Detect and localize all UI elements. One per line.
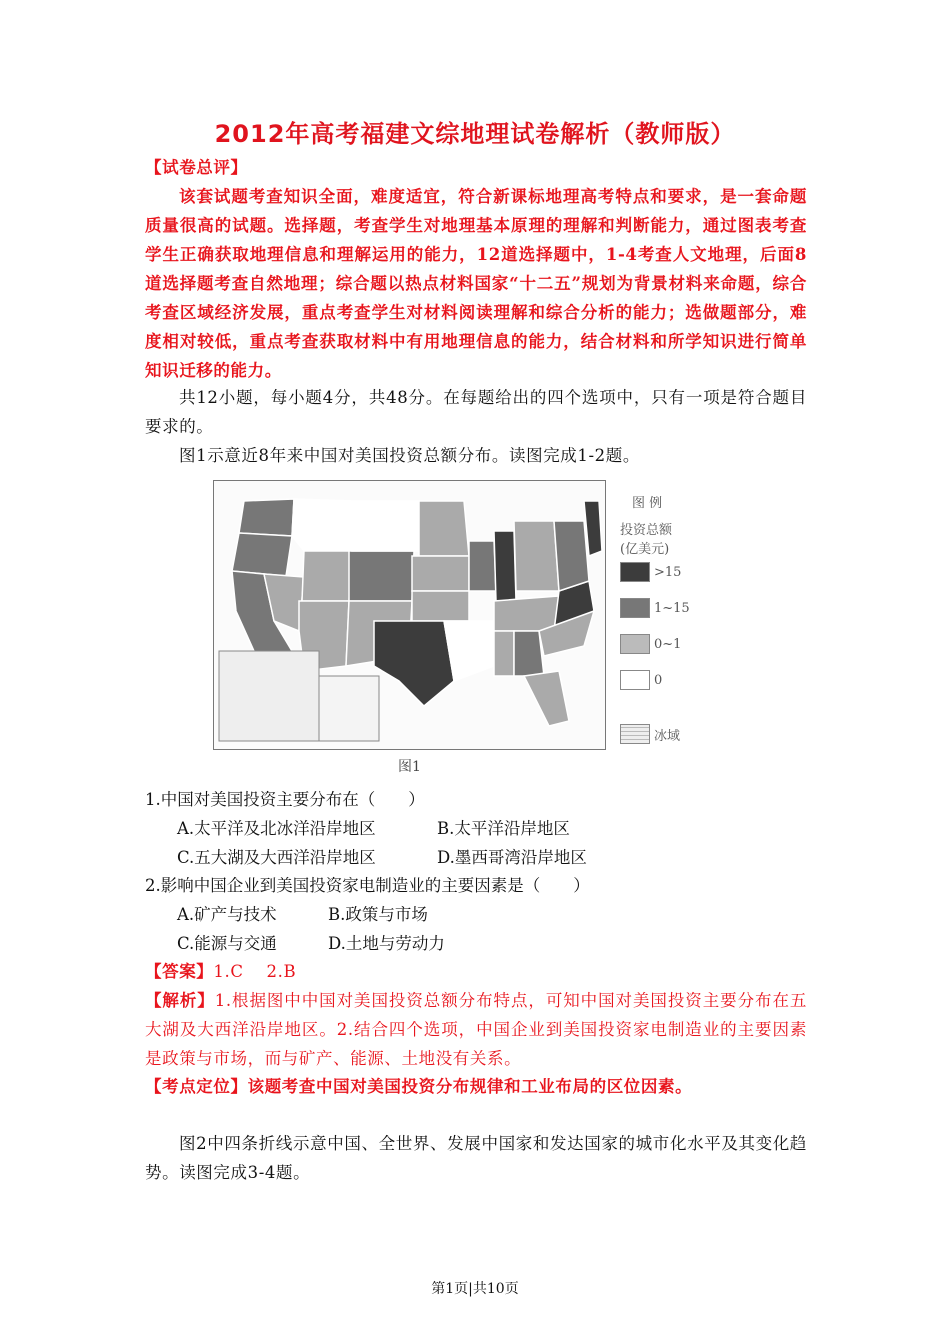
map-region-mn — [419, 501, 469, 556]
map-region-wa — [239, 499, 294, 536]
q1-option-c: C.五大湖及大西洋沿岸地区 — [177, 848, 376, 867]
q1-stem: 1.中国对美国投资主要分布在（ ） — [145, 790, 425, 809]
us-investment-map — [213, 480, 606, 750]
page-title: 2012年高考福建文综地理试卷解析（教师版） — [214, 120, 736, 148]
analysis-label: 【解析】 — [145, 991, 215, 1010]
map-inset-hawaii — [319, 676, 379, 741]
map-region-ne-ks — [412, 556, 469, 591]
map-region-mo-ia — [469, 541, 496, 591]
overview-heading: 【试卷总评】 — [145, 158, 248, 177]
q2-option-b: B.政策与市场 — [328, 905, 428, 924]
answer-text: 1.C 2.B — [213, 962, 297, 981]
legend-title: 图 例 — [632, 496, 663, 511]
map-region-pa-ny — [554, 521, 589, 591]
answer-label: 【答案】 — [145, 962, 214, 981]
map-region-or — [232, 533, 292, 576]
legend-item: 0~1 — [620, 635, 690, 653]
map-inset-alaska — [219, 651, 319, 741]
map-region-mt-id — [292, 499, 354, 551]
map-region-nd-sd — [352, 501, 419, 551]
map-region-tx — [374, 621, 454, 706]
map-region-ok — [412, 591, 469, 621]
map-region-fl — [524, 671, 569, 726]
q1-option-b: B.太平洋沿岸地区 — [437, 819, 570, 838]
analysis — [145, 986, 807, 1073]
q2-option-c: C.能源与交通 — [177, 934, 277, 953]
figure2-intro: 图2中四条折线示意中国、全世界、发展中国家和发达国家的城市化水平及其变化趋势。读图完成3-4题。 — [145, 1134, 807, 1182]
q1-option-a: A.太平洋及北冰洋沿岸地区 — [177, 819, 376, 838]
figure1-caption: 图1 — [398, 759, 421, 775]
focus-text: 该题考查中国对美国投资分布规律和工业布局的区位因素。 — [247, 1077, 693, 1096]
map-region-ky-tn — [494, 596, 559, 631]
legend-unit: (亿美元) — [620, 542, 670, 557]
map-region-ut-wy — [302, 551, 352, 601]
instructions: 共12小题，每小题4分，共48分。在每题给出的四个选项中，只有一项是符合题目要求的。 — [145, 388, 807, 436]
page-footer: 第1页|共10页 — [431, 1281, 519, 1297]
q1-option-d: D.墨西哥湾沿岸地区 — [437, 848, 587, 867]
focus — [145, 1072, 807, 1101]
overview-text: 该套试题考查知识全面，难度适宜，符合新课标地理高考特点和要求，是一套命题质量很高的试题。选择题，考查学生对地理基本原理的理解和判断能力，通过图表考查学生正确获取地理信息和理解运用的能力，12道选择题中，1-4考查人文地理，后面8道选择题考查自然地理；综合题以热点材料国家“十二五”规划为背景材料来命题，综合考查区域经济发展，重点考查学生对材料阅读理解和综合分析的能力；选做题部分，难度相对较低，重点考查获取材料中有用地理信息的能力，结合材料和所学知识进行简单知识迁移的能力。 — [145, 187, 807, 380]
answer — [145, 957, 807, 986]
map-region-ms — [494, 631, 514, 676]
legend-item: 1~15 — [620, 599, 690, 617]
map-legend — [620, 492, 690, 743]
q2-stem: 2.影响中国企业到美国投资家电制造业的主要因素是（ ） — [145, 876, 590, 895]
map-region-co — [349, 551, 414, 601]
q2-option-d: D.土地与劳动力 — [328, 934, 445, 953]
legend-item: >15 — [620, 563, 690, 581]
map-region-mi-in-oh — [514, 521, 559, 591]
legend-item: 0 — [620, 671, 690, 689]
map-region-il — [494, 531, 516, 601]
focus-label: 【考点定位】 — [145, 1077, 248, 1096]
legend-item: 冰域 — [620, 725, 690, 743]
map-region-al-ga — [514, 631, 544, 676]
q2-option-a: A.矿产与技术 — [177, 905, 277, 924]
figure1-intro: 图1示意近8年来中国对美国投资总额分布。读图完成1-2题。 — [179, 446, 640, 465]
legend-subtitle: 投资总额 — [620, 523, 673, 538]
analysis-text: 1.根据图中中国对美国投资总额分布特点，可知中国对美国投资主要分布在五大湖及大西洋沿岸地区。2.结合四个选项，中国企业到美国投资家电制造业的主要因素是政策与市场，而与矿产、能源、土地没有关系。 — [145, 991, 807, 1068]
